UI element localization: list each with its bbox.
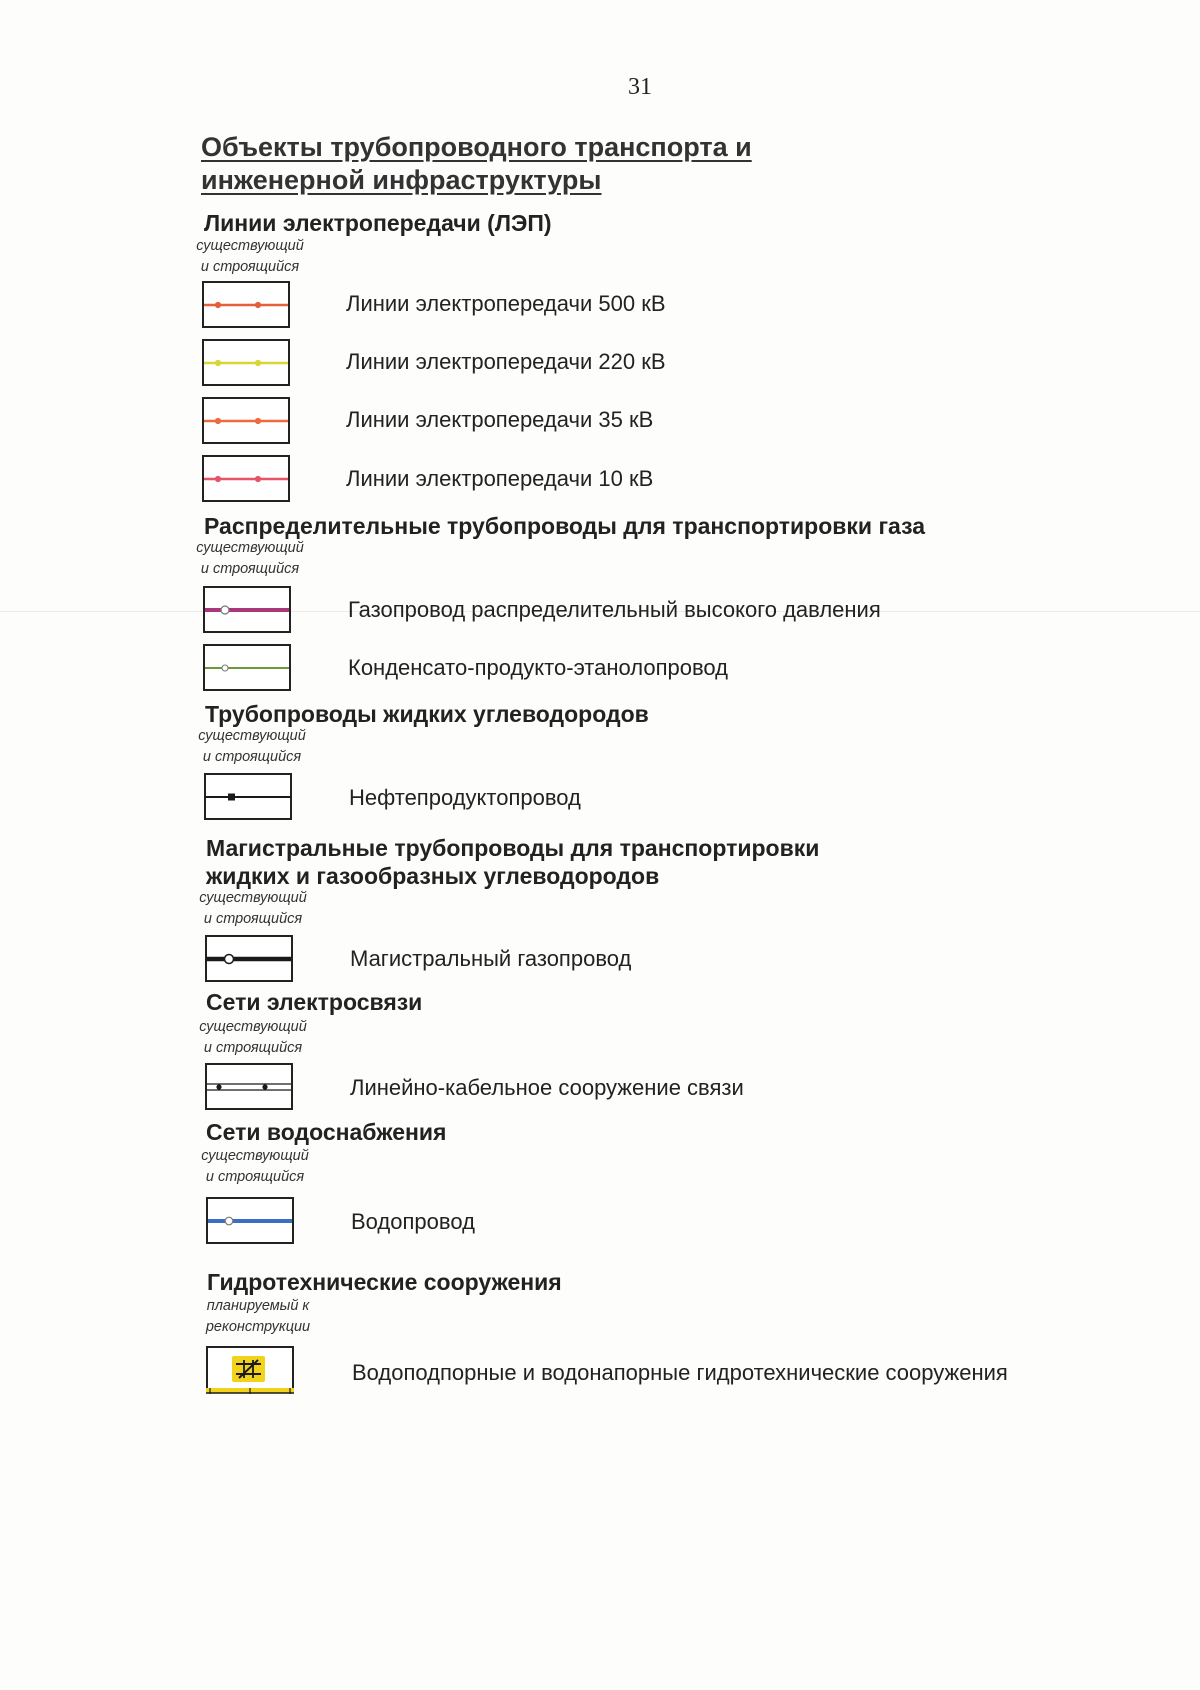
legend-symbol-cable-line bbox=[205, 1063, 293, 1110]
legend-label-gas-high-pressure: Газопровод распределительный высокого давления bbox=[348, 597, 881, 622]
legend-label-lep-35: Линии электропередачи 35 кВ bbox=[346, 407, 654, 432]
power-line-icon bbox=[204, 457, 288, 500]
legend-symbol-condensate-pipeline bbox=[203, 644, 291, 691]
legend-label-water-pipeline: Водопровод bbox=[351, 1209, 475, 1234]
section-title-hydro: Гидротехнические сооружения bbox=[207, 1269, 562, 1295]
hydro-structure-icon bbox=[208, 1348, 292, 1391]
cable-line-icon bbox=[207, 1065, 291, 1108]
legend-label-lep-10: Линии электропередачи 10 кВ bbox=[346, 466, 654, 491]
gas-pipeline-icon bbox=[205, 588, 289, 631]
power-line-icon bbox=[204, 399, 288, 442]
title-line-1: Объекты трубопроводного транспорта и bbox=[201, 132, 752, 162]
status-note: существующий и строящийся bbox=[199, 1019, 307, 1056]
legend-symbol-lep-220 bbox=[202, 339, 290, 386]
section-title-gas-distribution: Распределительные трубопроводы для транспортировки газа bbox=[204, 513, 926, 539]
page-number: 31 bbox=[628, 74, 652, 100]
water-pipeline-icon bbox=[208, 1199, 292, 1242]
legend-symbol-lep-10 bbox=[202, 455, 290, 502]
legend-symbol-trunk-gas-pipeline bbox=[205, 935, 293, 982]
section-title-liquid-hc: Трубопроводы жидких углеводородов bbox=[205, 701, 649, 727]
power-line-icon bbox=[204, 283, 288, 326]
status-note: существующий и строящийся bbox=[196, 238, 304, 275]
legend-symbol-gas-high-pressure bbox=[203, 586, 291, 633]
condensate-pipeline-icon bbox=[205, 646, 289, 689]
page-title bbox=[201, 131, 752, 197]
power-line-icon bbox=[204, 341, 288, 384]
legend-symbol-lep-35 bbox=[202, 397, 290, 444]
legend-label-lep-220: Линии электропередачи 220 кВ bbox=[346, 349, 666, 374]
legend-label-trunk-gas-pipeline: Магистральный газопровод bbox=[350, 946, 632, 971]
section-title-water: Сети водоснабжения bbox=[206, 1119, 447, 1145]
status-note: существующий и строящийся bbox=[199, 890, 307, 927]
legend-label-oil-product-pipeline: Нефтепродуктопровод bbox=[349, 785, 581, 810]
section-title-telecom: Сети электросвязи bbox=[206, 989, 423, 1015]
section-title-lep: Линии электропередачи (ЛЭП) bbox=[204, 210, 552, 236]
legend-symbol-lep-500 bbox=[202, 281, 290, 328]
trunk-gas-pipeline-icon bbox=[207, 937, 291, 980]
legend-symbol-oil-product-pipeline bbox=[204, 773, 292, 820]
legend-label-condensate-pipeline: Конденсато-продукто-этанолопровод bbox=[348, 655, 729, 680]
status-note: существующий и строящийся bbox=[201, 1148, 309, 1185]
status-note-planned: планируемый к реконструкции bbox=[205, 1298, 311, 1335]
status-note: существующий и строящийся bbox=[198, 728, 306, 765]
legend-label-cable-line: Линейно-кабельное сооружение связи bbox=[350, 1075, 744, 1100]
legend-label-lep-500: Линии электропередачи 500 кВ bbox=[346, 291, 666, 316]
title-line-2: инженерной инфраструктуры bbox=[201, 165, 602, 195]
oil-product-pipeline-icon bbox=[206, 775, 290, 818]
legend-label-hydro-structure: Водоподпорные и водонапорные гидротехнические сооружения bbox=[352, 1360, 1008, 1385]
status-note: существующий и строящийся bbox=[196, 540, 304, 577]
legend-symbol-water-pipeline bbox=[206, 1197, 294, 1244]
section-title-trunk: Магистральные трубопроводы для транспортировки жидких и газообразных углеводородов bbox=[206, 835, 820, 889]
legend-symbol-hydro-structure bbox=[206, 1346, 294, 1392]
